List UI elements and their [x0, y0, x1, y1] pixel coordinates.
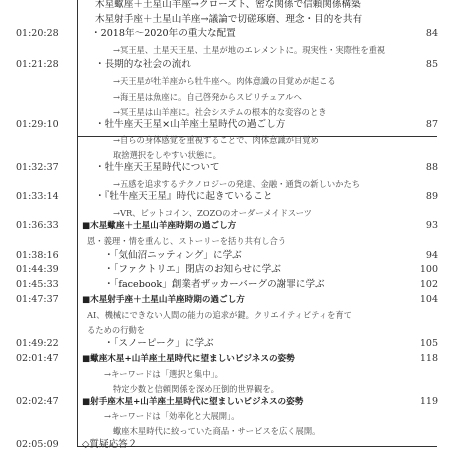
section-heading: ■蠍座木星+山羊座土星時代に望ましいビジネスの姿勢 [82, 354, 295, 364]
index-row [0, 132, 460, 148]
entry-title: ・「気仙沼ニッティング」に学ぶ [104, 250, 242, 261]
entry-title: 木星射手座＋土星山羊座→議論で切磋琢磨、理念・目的を共有 [95, 14, 363, 25]
timestamp: 01:21:28 [16, 59, 59, 70]
timestamp: 01:45:33 [16, 279, 59, 290]
index-row [0, 73, 460, 89]
timestamp: 01:20:28 [16, 28, 59, 39]
entry-title: ・2018年〜2020年の重大な配置 [91, 28, 236, 39]
index-row [0, 26, 460, 42]
entry-note: 恩・義理・情を重んじ、ストーリーを括り共有し合う [87, 236, 287, 246]
entry-title: ・『牡牛座天王星』時代に起きていること [95, 191, 273, 202]
index-row [0, 42, 460, 58]
entry-title: ・長期的な社会の流れ [95, 59, 191, 70]
entry-note: 蠍座木星時代に絞っていた商品・サービスを広く展開。 [113, 426, 321, 436]
entry-note: るための行動を [87, 325, 146, 335]
entry-title: ・「ファクトリエ」閉店のお知らせに学ぶ [104, 264, 281, 275]
entry-title: 木星蠍座＋土星山羊座→クローズト、密な関係で信頼関係構築 [95, 0, 361, 10]
index-row [0, 336, 460, 352]
page-number: 102 [419, 279, 438, 290]
entry-note: →キーワードは「効率化と大展開」。 [104, 411, 240, 421]
index-row [0, 366, 460, 382]
page-number: 104 [419, 294, 438, 305]
entry-title: ・牡牛座天王星×山羊座土星時代の過ごし方 [95, 119, 286, 130]
entry-note: →冥王星は山羊座に。社会システムの根本的な変容のとき [113, 107, 327, 117]
timestamp: 02:02:47 [16, 396, 59, 407]
entry-note: →海王星は魚座に。自己啓発からスピリチュアルへ [113, 92, 302, 102]
page-number: 100 [419, 264, 438, 275]
section-heading: ■木星蠍座＋土星山羊座時期の過ごし方 [82, 221, 237, 231]
page-number: 87 [425, 119, 438, 130]
page-number: 85 [425, 59, 438, 70]
entry-title: ・牡牛座天王星時代について [95, 162, 220, 173]
entry-title: ・「facebook」創業者ザッカーバーグの謝罪に学ぶ [104, 279, 325, 290]
timestamp: 02:01:47 [16, 353, 59, 364]
index-row [0, 57, 460, 73]
page-number: 89 [425, 191, 438, 202]
entry-title: ・「スノーピーク」に学ぶ [104, 338, 214, 349]
entry-note: 取捨選択をしやすい状態に。 [113, 150, 221, 160]
page-number: 88 [425, 162, 438, 173]
page-number: 84 [425, 28, 438, 39]
timestamp: 01:32:37 [16, 162, 59, 173]
timestamp: 01:29:10 [16, 119, 59, 130]
timestamp: 01:47:37 [16, 294, 59, 305]
page-number: 119 [419, 396, 438, 407]
index-row [0, 233, 460, 249]
section-heading: ■木星射手座＋土星山羊座時期の過ごし方 [82, 295, 245, 305]
entry-note: →冥王星、土星天王星、土星が地のエレメントに。現実性・実際性を重視 [113, 45, 386, 55]
timestamp: 02:05:09 [16, 439, 59, 450]
index-row [0, 437, 460, 453]
page-number: 93 [425, 220, 438, 231]
entry-note: →自らの身体感覚を重視することで、肉体意識が目覚め [113, 135, 319, 145]
index-row [0, 189, 460, 205]
timestamp: 01:44:39 [16, 264, 59, 275]
timestamp: 01:38:16 [16, 250, 59, 261]
timestamp: 01:49:22 [16, 338, 59, 349]
timestamp: 01:33:14 [16, 191, 59, 202]
index-row [0, 408, 460, 424]
page-number: 94 [425, 250, 438, 261]
index-row [0, 292, 460, 308]
index-row [0, 117, 460, 133]
entry-note: 特定少数と信頼関係を深め圧倒的世界観を。 [113, 384, 279, 394]
index-row [0, 218, 460, 234]
index-row [0, 89, 460, 105]
index-row [0, 351, 460, 367]
index-row [0, 307, 460, 323]
entry-note: →VR、ビットコイン、ZOZOのオーダーメイドスーツ [113, 208, 312, 218]
index-row [0, 262, 460, 278]
page-number: 118 [419, 353, 438, 364]
entry-note: →キーワードは「選択と集中」。 [104, 369, 223, 379]
entry-title: ◇質疑応答２ [82, 439, 138, 450]
index-row [0, 277, 460, 293]
entry-note: AI、機械にできない人間の能力の追求が鍵。クリエイティビティを育て [87, 310, 352, 320]
entry-note: →五感を追求するテクノロジーの発達、金融・通貨の新しいかたち [113, 179, 361, 189]
section-heading: ■射手座木星+山羊座土星時代に望ましいビジネスの姿勢 [82, 397, 304, 407]
timestamp: 01:36:33 [16, 220, 59, 231]
entry-note: →天王星が牡羊座から牡牛座へ。肉体意識の目覚めが起こる [113, 76, 336, 86]
index-row [0, 160, 460, 176]
page-number: 105 [419, 338, 438, 349]
